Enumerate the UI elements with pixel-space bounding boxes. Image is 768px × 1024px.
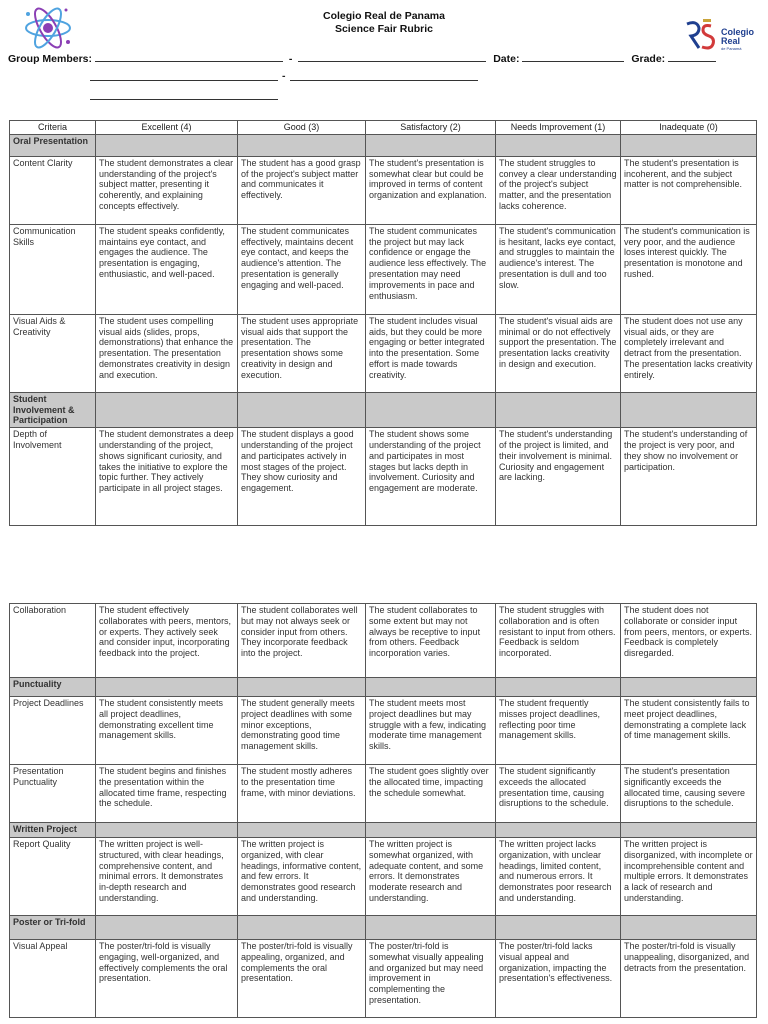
rubric-cell: The student begins and finishes the presentation within the allocated time frame, respecting the schedule. — [96, 765, 238, 823]
rubric-cell: The poster/tri-fold is visually engaging, well-organized, and effectively complements the oral presentation. — [96, 940, 238, 1018]
table-row — [10, 156, 757, 224]
rubric-cell: The student's understanding of the project is very poor, and they show no involvement or participation. — [621, 428, 757, 526]
header-inadequate: Inadequate (0) — [621, 121, 757, 135]
rubric-cell: The student displays a good understanding of the project and participates actively in most stages of the project. They show curiosity and engagement. — [238, 428, 366, 526]
rubric-cell: The student generally meets project deadlines with some minor exceptions, demonstrating good time management skills. — [238, 697, 366, 765]
rubric-cell: The student struggles with collaboration and is often resistant to input from others. Feedback is seldom incorporated. — [496, 604, 621, 678]
rubric-table-page1 — [9, 120, 757, 526]
school-logo — [683, 18, 763, 54]
table-row — [10, 697, 757, 765]
section-row-student-involvement — [10, 392, 757, 427]
rubric-cell: The student mostly adheres to the presentation time frame, with minor deviations. — [238, 765, 366, 823]
rubric-cell: The student does not collaborate or consider input from peers, mentors, or experts. Feedback is completely disregarded. — [621, 604, 757, 678]
rubric-cell: The student collaborates to some extent but may not always be receptive to input from others. Feedback incorporation varies. — [366, 604, 496, 678]
rubric-cell: The written project is disorganized, with incomplete or incomprehensible content and multiple errors. It demonstrates a lack of research and understanding. — [621, 838, 757, 916]
rubric-cell: The student goes slightly over the allocated time, impacting the schedule somewhat. — [366, 765, 496, 823]
section-row-poster — [10, 916, 757, 940]
rubric-cell: The student significantly exceeds the allocated presentation time, causing disruptions to the schedule. — [496, 765, 621, 823]
rubric-cell: The student frequently misses project deadlines, reflecting poor time management skills. — [496, 697, 621, 765]
rubric-cell: The student's presentation significantly exceeds the allocated time, causing severe disruptions to the schedule. — [621, 765, 757, 823]
rubric-cell: The student communicates the project but may lack confidence or engage the audience less effectively. The presentation may need improvements in pace and enthusiasm. — [366, 224, 496, 314]
rubric-cell: The poster/tri-fold is somewhat visually appealing and organized but may need improvement in complementing the presentation. — [366, 940, 496, 1018]
rubric-cell: The student speaks confidently, maintains eye contact, and engages the audience. The presentation is engaging, enthusiastic, and well-paced. — [96, 224, 238, 314]
rubric-cell: The student consistently fails to meet project deadlines, demonstrating a complete lack of time management skills. — [621, 697, 757, 765]
rubric-cell: The student uses compelling visual aids (slides, props, demonstrations) that enhance the presentation. The presentation demonstrates creativity in design and execution. — [96, 314, 238, 392]
group-member-blank-5[interactable] — [90, 99, 278, 100]
group-members-label: Group Members: — [8, 53, 93, 65]
rubric-cell: The student consistently meets all project deadlines, demonstrating excellent time management skills. — [96, 697, 238, 765]
table-row — [10, 428, 757, 526]
rubric-cell: The student struggles to convey a clear understanding of the project's subject matter, and the presentation lacks coherence. — [496, 156, 621, 224]
group-member-blank-1[interactable] — [95, 52, 283, 62]
logo-text-colegio: Colegio — [721, 27, 754, 37]
rubric-table-page2 — [9, 603, 757, 1018]
rubric-cell: The written project lacks organization, with unclear headings, limited content, and numerous errors. It demonstrates poor research and understanding. — [496, 838, 621, 916]
criterion-label: Project Deadlines — [10, 697, 96, 765]
header-needs-improvement: Needs Improvement (1) — [496, 121, 621, 135]
rubric-cell: The student's understanding of the project is limited, and their involvement is minimal. Curiosity and engagement are lacking. — [496, 428, 621, 526]
rubric-cell: The student does not use any visual aids, or they are completely irrelevant and detract from the presentation. The presentation lacks creativity entirely. — [621, 314, 757, 392]
rubric-cell: The student includes visual aids, but they could be more engaging or better integrated into the presentation. Some effort is made towards creativity. — [366, 314, 496, 392]
header-good: Good (3) — [238, 121, 366, 135]
rubric-cell: The written project is somewhat organized, with adequate content, and some errors. It demonstrates moderate research and understanding. — [366, 838, 496, 916]
table-row — [10, 604, 757, 678]
rubric-cell: The poster/tri-fold lacks visual appeal and organization, impacting the presentation's effectiveness. — [496, 940, 621, 1018]
rubric-cell: The student shows some understanding of the project and participates in most stages but lacks depth in involvement. Curiosity and engagement are moderate. — [366, 428, 496, 526]
rubric-cell: The student collaborates well but may not always seek or consider input from others. They incorporate feedback into the project. — [238, 604, 366, 678]
table-row — [10, 314, 757, 392]
rubric-cell: The student communicates effectively, maintains decent eye contact, and keeps the audience's attention. The presentation is generally engaging and well-paced. — [238, 224, 366, 314]
rubric-cell: The written project is organized, with clear headings, informative content, and few errors. It demonstrates good research and understanding. — [238, 838, 366, 916]
section-label: Student Involvement & Participation — [10, 392, 96, 427]
rubric-cell: The student's communication is very poor, and the audience loses interest quickly. The presentation is monotone and rushed. — [621, 224, 757, 314]
school-name: Colegio Real de Panama — [323, 10, 445, 22]
rubric-cell: The student's visual aids are minimal or do not effectively support the presentation. The presentation lacks creativity in design and execution. — [496, 314, 621, 392]
section-label: Written Project — [10, 823, 96, 838]
section-label: Poster or Tri-fold — [10, 916, 96, 940]
table-row — [10, 940, 757, 1018]
grade-label: Grade: — [631, 53, 666, 65]
rubric-cell: The written project is well-structured, with clear headings, comprehensive content, and minimal errors. It demonstrates in-depth research and understanding. — [96, 838, 238, 916]
header-excellent: Excellent (4) — [96, 121, 238, 135]
rubric-cell: The student's communication is hesitant, lacks eye contact, and struggles to maintain the audience's interest. The presentation is dull and too slow. — [496, 224, 621, 314]
criterion-label: Content Clarity — [10, 156, 96, 224]
rubric-cell: The student meets most project deadlines but may struggle with a few, indicating moderate time management skills. — [366, 697, 496, 765]
rubric-cell: The poster/tri-fold is visually appealing, organized, and complements the oral presentation. — [238, 940, 366, 1018]
criterion-label: Visual Aids & Creativity — [10, 314, 96, 392]
group-member-blank-2[interactable] — [298, 52, 486, 62]
criterion-label: Communication Skills — [10, 224, 96, 314]
section-label: Oral Presentation — [10, 134, 96, 156]
rubric-cell: The student has a good grasp of the project's subject matter and communicates it effectively. — [238, 156, 366, 224]
logo-text-panama: de Panamá — [721, 46, 742, 51]
criterion-label: Report Quality — [10, 838, 96, 916]
section-row-punctuality — [10, 678, 757, 697]
table-row — [10, 224, 757, 314]
section-row-oral-presentation — [10, 134, 757, 156]
logo-text-real: Real — [721, 36, 741, 46]
rubric-cell: The student's presentation is somewhat clear but could be improved in terms of content organization and explanation. — [366, 156, 496, 224]
criterion-label: Visual Appeal — [10, 940, 96, 1018]
criterion-label: Presentation Punctuality — [10, 765, 96, 823]
rubric-cell: The student uses appropriate visual aids that support the presentation. The presentation shows some creativity in design and execution. — [238, 314, 366, 392]
rubric-cell: The poster/tri-fold is visually unappealing, disorganized, and detracts from the presentation. — [621, 940, 757, 1018]
rubric-cell: The student effectively collaborates with peers, mentors, or experts. They actively seek and consider input, incorporating feedback into the project. — [96, 604, 238, 678]
header-criteria: Criteria — [10, 121, 96, 135]
table-row — [10, 765, 757, 823]
header-satisfactory: Satisfactory (2) — [366, 121, 496, 135]
table-header-row — [10, 121, 757, 135]
criterion-label: Collaboration — [10, 604, 96, 678]
date-label: Date: — [493, 53, 520, 65]
rubric-cell: The student's presentation is incoherent, and the subject matter is not comprehensible. — [621, 156, 757, 224]
rubric-cell: The student demonstrates a deep understanding of the project, shows significant curiosity, and takes the initiative to explore the topic further. They actively participate in all project stages. — [96, 428, 238, 526]
grade-blank[interactable] — [668, 52, 716, 62]
group-member-blank-3[interactable] — [90, 80, 278, 81]
table-row — [10, 838, 757, 916]
section-row-written-project — [10, 823, 757, 838]
document-title: Science Fair Rubric — [334, 23, 434, 35]
date-blank[interactable] — [522, 52, 624, 62]
rubric-cell: The student demonstrates a clear understanding of the project's subject matter, presenting it coherently, and explaining concepts effectively. — [96, 156, 238, 224]
criterion-label: Depth of Involvement — [10, 428, 96, 526]
section-label: Punctuality — [10, 678, 96, 697]
group-member-blank-4[interactable] — [290, 80, 478, 81]
